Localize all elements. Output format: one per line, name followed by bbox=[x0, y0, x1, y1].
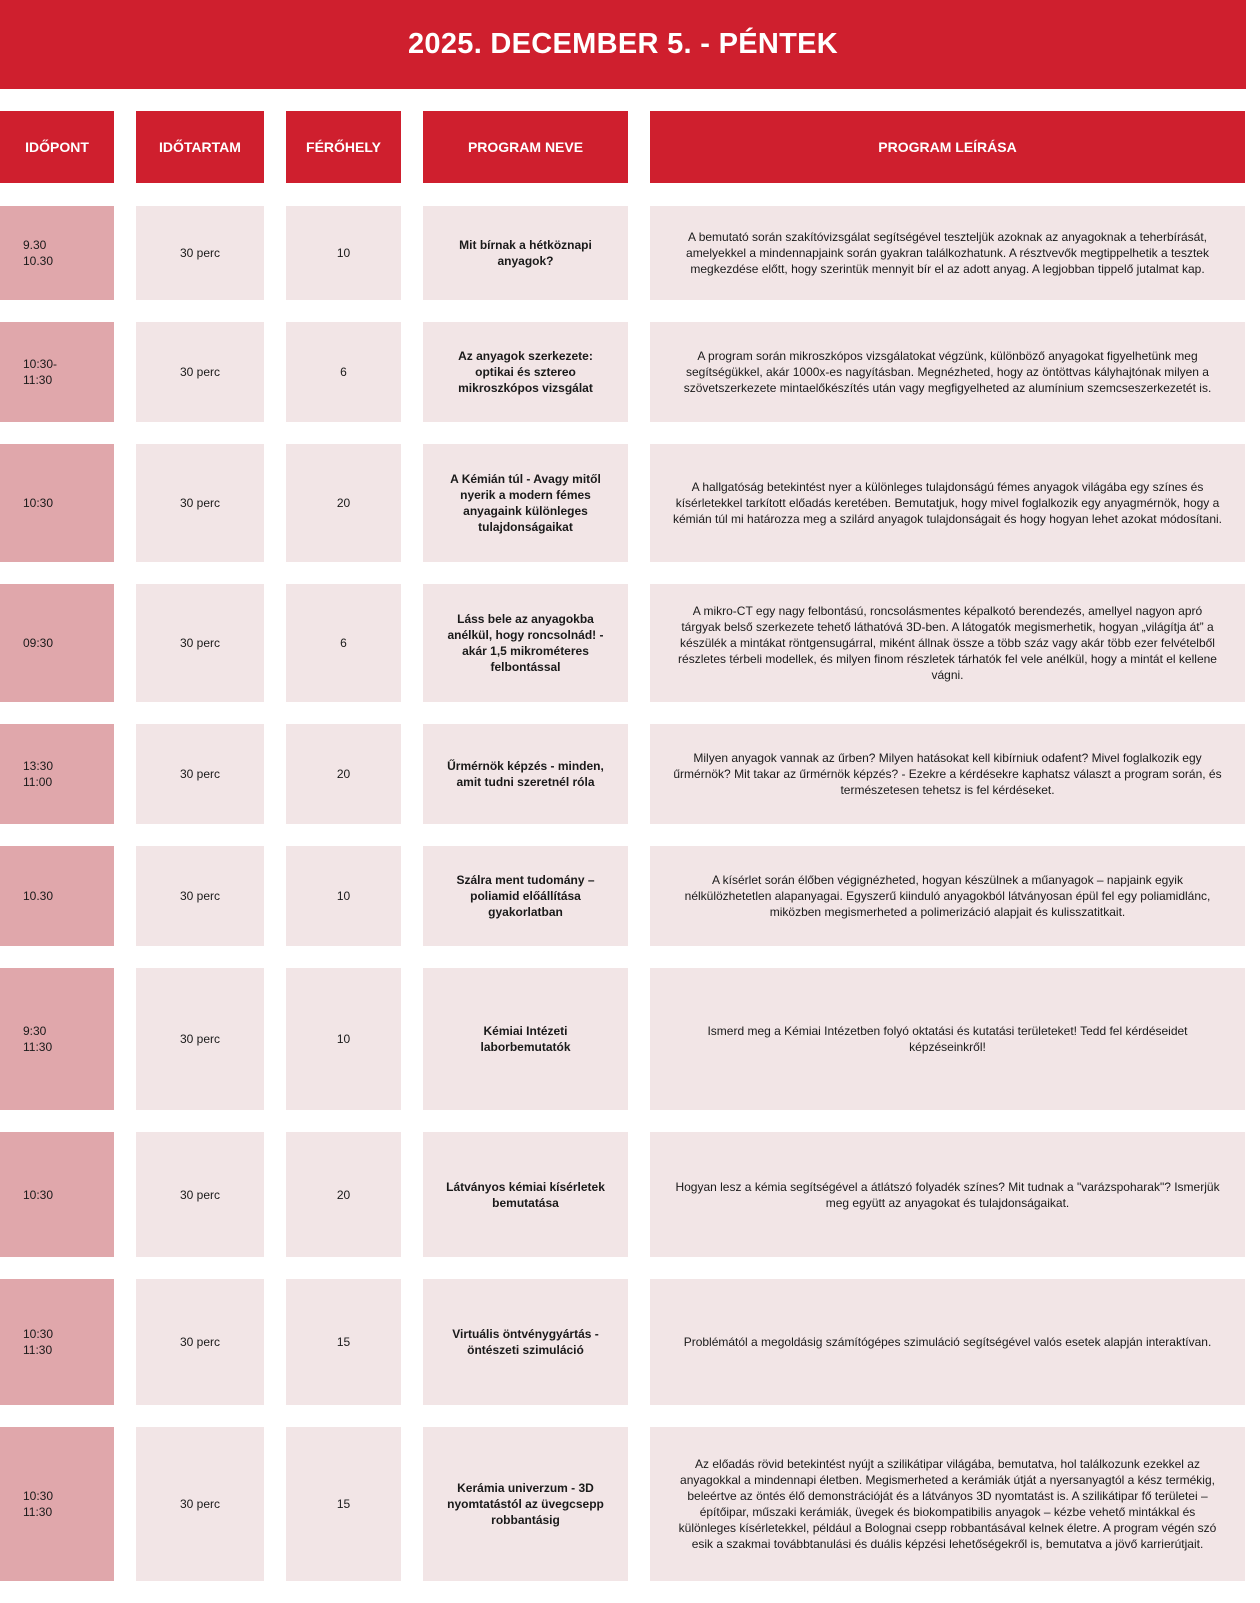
capacity-cell: 10 bbox=[286, 206, 401, 300]
capacity-cell: 20 bbox=[286, 724, 401, 824]
program-name-cell: Virtuális öntvénygyártás - öntészeti szimuláció bbox=[423, 1279, 628, 1405]
program-name-cell: Mit bírnak a hétköznapi anyagok? bbox=[423, 206, 628, 300]
capacity-cell: 20 bbox=[286, 444, 401, 562]
time-cell: 10:30 bbox=[0, 444, 114, 562]
program-description-cell: Hogyan lesz a kémia segítségével a átlátszó folyadék színes? Mit tudnak a "varázspoharak"? Ismerjük meg együtt az anyagokat és tulajdonságaikat. bbox=[650, 1132, 1245, 1257]
duration-cell: 30 perc bbox=[136, 1279, 264, 1405]
program-description-cell: A program során mikroszkópos vizsgálatokat végzünk, különböző anyagokat figyelhetünk meg segítségükkel, akár 1000x-es nagyításban. Megnézheted, hogy az öntöttvas kályhajtónak milyen a szövetszerkezete mintaelőkészítés után vagy megfigyelheted az alumínium szemcseszerkezetét is. bbox=[650, 322, 1245, 422]
table-row bbox=[0, 968, 1246, 1110]
program-name-cell: Űrmérnök képzés - minden, amit tudni szeretnél róla bbox=[423, 724, 628, 824]
table-row bbox=[0, 846, 1246, 946]
duration-cell: 30 perc bbox=[136, 584, 264, 702]
table-row bbox=[0, 1427, 1246, 1581]
program-name-cell: Az anyagok szerkezete: optikai és sztereo mikroszkópos vizsgálat bbox=[423, 322, 628, 422]
time-cell: 09:30 bbox=[0, 584, 114, 702]
table-row bbox=[0, 584, 1246, 702]
capacity-cell: 20 bbox=[286, 1132, 401, 1257]
duration-cell: 30 perc bbox=[136, 968, 264, 1110]
duration-cell: 30 perc bbox=[136, 1427, 264, 1581]
table-row bbox=[0, 1279, 1246, 1405]
time-cell: 10:30- 11:30 bbox=[0, 322, 114, 422]
header-program-name: PROGRAM NEVE bbox=[423, 111, 628, 183]
time-cell: 13:30 11:00 bbox=[0, 724, 114, 824]
header-program-description: PROGRAM LEÍRÁSA bbox=[650, 111, 1245, 183]
program-name-cell: A Kémián túl - Avagy mitől nyerik a modern fémes anyagaink különleges tulajdonságaikat bbox=[423, 444, 628, 562]
program-description-cell: Ismerd meg a Kémiai Intézetben folyó oktatási és kutatási területeket! Tedd fel kérdéseidet képzéseinkről! bbox=[650, 968, 1245, 1110]
program-description-cell: Problémától a megoldásig számítógépes szimuláció segítségével valós esetek alapján interaktívan. bbox=[650, 1279, 1245, 1405]
time-cell: 10.30 bbox=[0, 846, 114, 946]
capacity-cell: 6 bbox=[286, 322, 401, 422]
table-row bbox=[0, 322, 1246, 422]
program-description-cell: Az előadás rövid betekintést nyújt a szilikátipar világába, bemutatva, hol találkozunk ezekkel az anyagokkal a mindennapi életben. Megismerheted a kerámiák útját a nyersanyagtól a kész termékig, beleértve az öntés élő demonstrációját és a látványos 3D nyomtatást is. A szilikátipar fő területei – építőipar, műszaki kerámiák, üvegek és biokompatibilis anyagok – kézbe vehető mintákkal és különleges kísérletekkel, például a Bolognai csepp robbantásával kelnek életre. A program végén szó esik a szakmai továbbtanulási és duális képzési lehetőségekről is, bemutatva a jövő karrierútjait. bbox=[650, 1427, 1245, 1581]
program-name-cell: Kémiai Intézeti laborbemutatók bbox=[423, 968, 628, 1110]
page-title: 2025. DECEMBER 5. - PÉNTEK bbox=[407, 28, 839, 60]
capacity-cell: 6 bbox=[286, 584, 401, 702]
table-row bbox=[0, 206, 1246, 300]
program-description-cell: A bemutató során szakítóvizsgálat segítségével teszteljük azoknak az anyagoknak a teherbírását, amelyekkel a mindennapjaink során gyakran találkozhatunk. A résztvevők megtippelhetik a tesztek megkezdése előtt, hogy szerintük mennyit bír el az adott anyag. A legjobban tippelő jutalmat kap. bbox=[650, 206, 1245, 300]
program-name-cell: Szálra ment tudomány – poliamid előállítása gyakorlatban bbox=[423, 846, 628, 946]
program-description-cell: A mikro-CT egy nagy felbontású, roncsolásmentes képalkotó berendezés, amellyel nagyon apró tárgyak belső szerkezete tehető láthatóvá 3D-ben. A látogatók megismerhetik, hogyan „világítja át” a készülék a mintákat röntgensugárral, miként állnak össze a több száz vagy akár több ezer felvételből részletes térbeli modellek, és milyen finom részletek tárhatók fel vele anélkül, hogy a mintát el kellene vágni. bbox=[650, 584, 1245, 702]
program-description-cell: A hallgatóság betekintést nyer a különleges tulajdonságú fémes anyagok világába egy színes és kísérletekkel tarkított előadás keretében. Bemutatjuk, hogy mivel foglalkozik egy anyagmérnök, hogy a kémián túl mi határozza meg a szilárd anyagok tulajdonságait és hogy hogyan lehet azokat módosítani. bbox=[650, 444, 1245, 562]
program-name-cell: Kerámia univerzum - 3D nyomtatástól az üvegcsepp robbantásig bbox=[423, 1427, 628, 1581]
duration-cell: 30 perc bbox=[136, 322, 264, 422]
capacity-cell: 15 bbox=[286, 1279, 401, 1405]
title-banner bbox=[0, 0, 1246, 89]
time-cell: 9:30 11:30 bbox=[0, 968, 114, 1110]
program-description-cell: Milyen anyagok vannak az űrben? Milyen hatásokat kell kibírniuk odafent? Mivel foglalkozik egy űrmérnök? Mit takar az űrmérnök képzés? - Ezekre a kérdésekre kaphatsz választ a program során, és természetesen tehetsz is fel kérdéseket. bbox=[650, 724, 1245, 824]
program-description-cell: A kísérlet során élőben végignézheted, hogyan készülnek a műanyagok – napjaink egyik nélkülözhetetlen alapanyagai. Egyszerű kiinduló anyagokból látványosan épül fel egy poliamidlánc, miközben megismerheted a polimerizáció alapjait és kulisszatitkait. bbox=[650, 846, 1245, 946]
capacity-cell: 10 bbox=[286, 968, 401, 1110]
table-body bbox=[0, 206, 1246, 1603]
table-row bbox=[0, 724, 1246, 824]
program-name-cell: Látványos kémiai kísérletek bemutatása bbox=[423, 1132, 628, 1257]
header-duration: IDŐTARTAM bbox=[136, 111, 264, 183]
time-cell: 10:30 bbox=[0, 1132, 114, 1257]
header-capacity: FÉRŐHELY bbox=[286, 111, 401, 183]
duration-cell: 30 perc bbox=[136, 206, 264, 300]
program-name-cell: Láss bele az anyagokba anélkül, hogy roncsolnád! - akár 1,5 mikrométeres felbontással bbox=[423, 584, 628, 702]
capacity-cell: 15 bbox=[286, 1427, 401, 1581]
duration-cell: 30 perc bbox=[136, 724, 264, 824]
time-cell: 9.30 10.30 bbox=[0, 206, 114, 300]
duration-cell: 30 perc bbox=[136, 444, 264, 562]
table-row bbox=[0, 444, 1246, 562]
duration-cell: 30 perc bbox=[136, 1132, 264, 1257]
header-time: IDŐPONT bbox=[0, 111, 114, 183]
capacity-cell: 10 bbox=[286, 846, 401, 946]
time-cell: 10:30 11:30 bbox=[0, 1427, 114, 1581]
time-cell: 10:30 11:30 bbox=[0, 1279, 114, 1405]
duration-cell: 30 perc bbox=[136, 846, 264, 946]
table-row bbox=[0, 1132, 1246, 1257]
table-header bbox=[0, 111, 1246, 183]
